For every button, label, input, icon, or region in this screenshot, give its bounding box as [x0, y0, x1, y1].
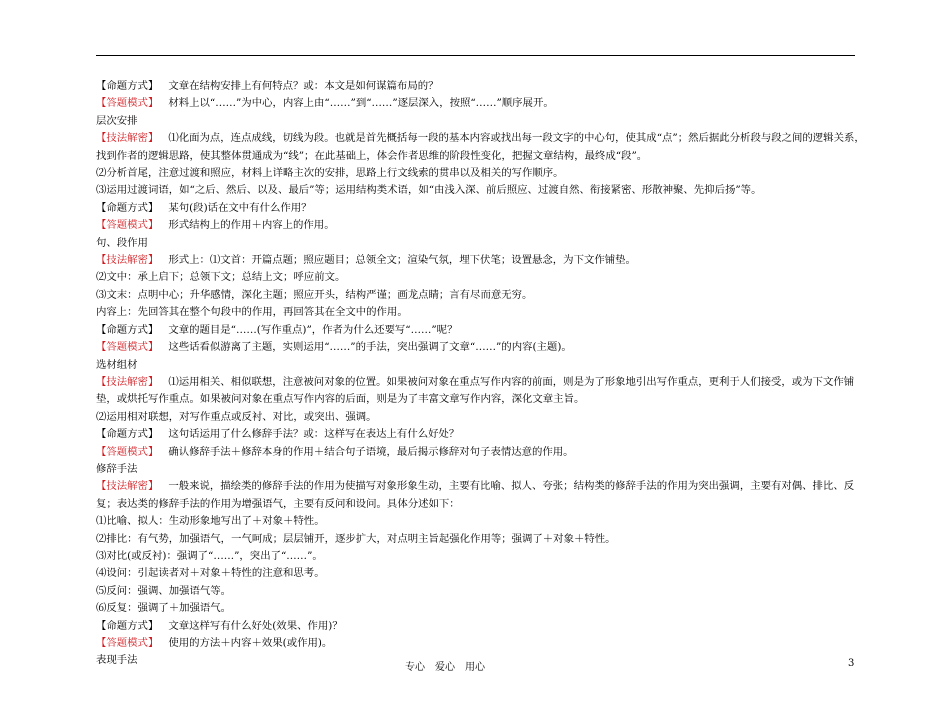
paragraph-text: ⑴比喻、拟人：生动形象地写出了＋对象＋特性。 [96, 515, 325, 528]
paragraph-text: 文章的题目是“……(写作重点)”，作者为什么还要写“……”呢？ [168, 323, 458, 336]
paragraph-line [96, 304, 866, 321]
header-rule [96, 55, 855, 56]
paragraph-text: ⑶运用过渡词语，如“之后、然后、以及、最后”等；运用结构类术语，如“由浅入深、前后照应、过渡自然、衔接紧密、形散神聚、先抑后扬”等。 [96, 184, 762, 197]
section-label: 【命题方式】 [96, 428, 159, 441]
page-number: 3 [848, 658, 855, 669]
paragraph-line [96, 531, 866, 548]
section-label: 【命题方式】 [96, 80, 159, 92]
labeled-paragraph [96, 78, 866, 95]
paragraph-text: 文章在结构安排上有何特点？或：本文是如何谋篇布局的？ [168, 80, 439, 92]
paragraph-text: 修辞手法 [96, 462, 138, 475]
section-label: 【答题模式】 [96, 445, 159, 458]
paragraph-text: 确认修辞手法＋修辞本身的作用＋结合句子语境，最后揭示修辞对句子表情达意的作用。 [168, 445, 574, 458]
paragraph-line [96, 513, 866, 530]
paragraph-text: ⑶文末：点明中心；升华感情，深化主题；照应开头，结构严谨；画龙点睛；言有尽而意无穷。 [96, 288, 533, 301]
labeled-paragraph [96, 426, 866, 443]
paragraph-line [96, 165, 866, 182]
paragraph-text: 这句话运用了什么修辞手法？或：这样写在表达上有什么好处？ [168, 428, 460, 441]
labeled-paragraph [96, 374, 866, 409]
labeled-paragraph [96, 444, 866, 461]
section-label: 【答题模式】 [96, 341, 159, 354]
paragraph-text: 一般来说，描绘类的修辞手法的作用为使描写对象形象生动，主要有比喻、拟人、夸张；结构类的修辞手法的作用为突出强调，主要有对偶、排比、反复；表达类的修辞手法的作用为增强语气，主要有反问和设问。具体分述如下： [96, 480, 855, 510]
section-label: 【答题模式】 [96, 97, 159, 110]
paragraph-text: 层次安排 [96, 114, 138, 127]
labeled-paragraph [96, 618, 866, 635]
paragraph-text: 某句(段)话在文中有什么作用？ [168, 201, 312, 214]
section-label: 【命题方式】 [96, 201, 159, 214]
paragraph-text: 形式结构上的作用＋内容上的作用。 [168, 219, 335, 232]
paragraph-line [96, 600, 866, 617]
paragraph-text: 选材组材 [96, 358, 138, 371]
section-label: 【技法解密】 [96, 375, 159, 388]
paragraph-text: ⑵文中：承上启下；总领下文；总结上文；呼应前文。 [96, 271, 346, 284]
section-label: 【技法解密】 [96, 254, 159, 267]
paragraph-line [96, 235, 866, 252]
section-label: 【技法解密】 [96, 480, 159, 493]
section-label: 【命题方式】 [96, 323, 159, 336]
labeled-paragraph [96, 95, 866, 112]
document-body [96, 78, 866, 670]
paragraph-text: 文章这样写有什么好处(效果、作用)？ [168, 619, 343, 632]
paragraph-line [96, 583, 866, 600]
paragraph-line [96, 357, 866, 374]
labeled-paragraph [96, 252, 866, 269]
paragraph-text: 使用的方法＋内容＋效果(或作用)。 [168, 637, 333, 649]
section-label: 【答题模式】 [96, 219, 159, 232]
paragraph-line [96, 409, 866, 426]
paragraph-text: 表现手法 [96, 654, 138, 667]
paragraph-text: ⑶对比(或反衬)：强调了“……”，突出了“……”。 [96, 549, 323, 562]
paragraph-text: ⑷设问：引起读者对＋对象＋特性的注意和思考。 [96, 567, 325, 580]
section-label: 【答题模式】 [96, 637, 159, 649]
paragraph-text: 句、段作用 [96, 236, 148, 249]
labeled-paragraph [96, 478, 866, 513]
paragraph-line [96, 269, 866, 286]
section-label: 【命题方式】 [96, 619, 159, 632]
labeled-paragraph [96, 217, 866, 234]
paragraph-text: 这些话看似游离了主题，实则运用“……”的手法，突出强调了文章“……”的内容(主题)。 [168, 341, 572, 354]
paragraph-line [96, 182, 866, 199]
labeled-paragraph [96, 322, 866, 339]
paragraph-text: 材料上以“……”为中心，内容上由“……”到“……”逐层深入，按照“……”顺序展开。 [168, 97, 554, 110]
paragraph-text: ⑴化面为点，连点成线，切线为段。也就是首先概括每一段的基本内容或找出每一段文字的中心句，使其成“点”；然后据此分析段与段之间的逻辑关系，找到作者的逻辑思路，使其整体贯通成为“线”；在此基础上，体会作者思维的阶段性变化，把握文章结构，最终成“段”。 [96, 132, 865, 162]
labeled-paragraph [96, 130, 866, 165]
footer-slogan: 专心 爱心 用心 [405, 662, 485, 673]
labeled-paragraph [96, 339, 866, 356]
paragraph-text: ⑹反复：强调了＋加强语气。 [96, 602, 232, 615]
paragraph-line [96, 113, 866, 130]
paragraph-line [96, 548, 866, 565]
paragraph-text: 内容上：先回答其在整个句段中的作用，再回答其在全文中的作用。 [96, 306, 408, 319]
paragraph-text: ⑴运用相关、相似联想，注意被问对象的位置。如果被问对象在重点写作内容的前面，则是为了形象地引出写作重点，更利于人们接受，或为下文作铺垫，或烘托写作重点。如果被问对象在重点写作内容的后面，则是为了丰富文章写作内容，深化文章主旨。 [96, 375, 855, 406]
paragraph-text: ⑵运用相对联想，对写作重点或反衬、对比，或突出、强调。 [96, 410, 377, 423]
paragraph-line [96, 461, 866, 478]
paragraph-line [96, 565, 866, 582]
labeled-paragraph [96, 635, 866, 652]
labeled-paragraph [96, 200, 866, 217]
paragraph-text: 形式上：⑴文首：开篇点题；照应题目；总领全文；渲染气氛，埋下伏笔；设置悬念，为下文作铺垫。 [168, 254, 636, 267]
section-label: 【技法解密】 [96, 132, 159, 145]
paragraph-line [96, 287, 866, 304]
paragraph-text: ⑸反问：强调、加强语气等。 [96, 584, 232, 597]
paragraph-text: ⑵分析首尾，注意过渡和照应，材料上详略主次的安排，思路上行文线索的贯串以及相关的写作顺序。 [96, 167, 564, 180]
paragraph-text: ⑵排比：有气势，加强语气，一气呵成；层层铺开，逐步扩大，对点明主旨起强化作用等；强调了＋对象＋特性。 [96, 532, 616, 545]
